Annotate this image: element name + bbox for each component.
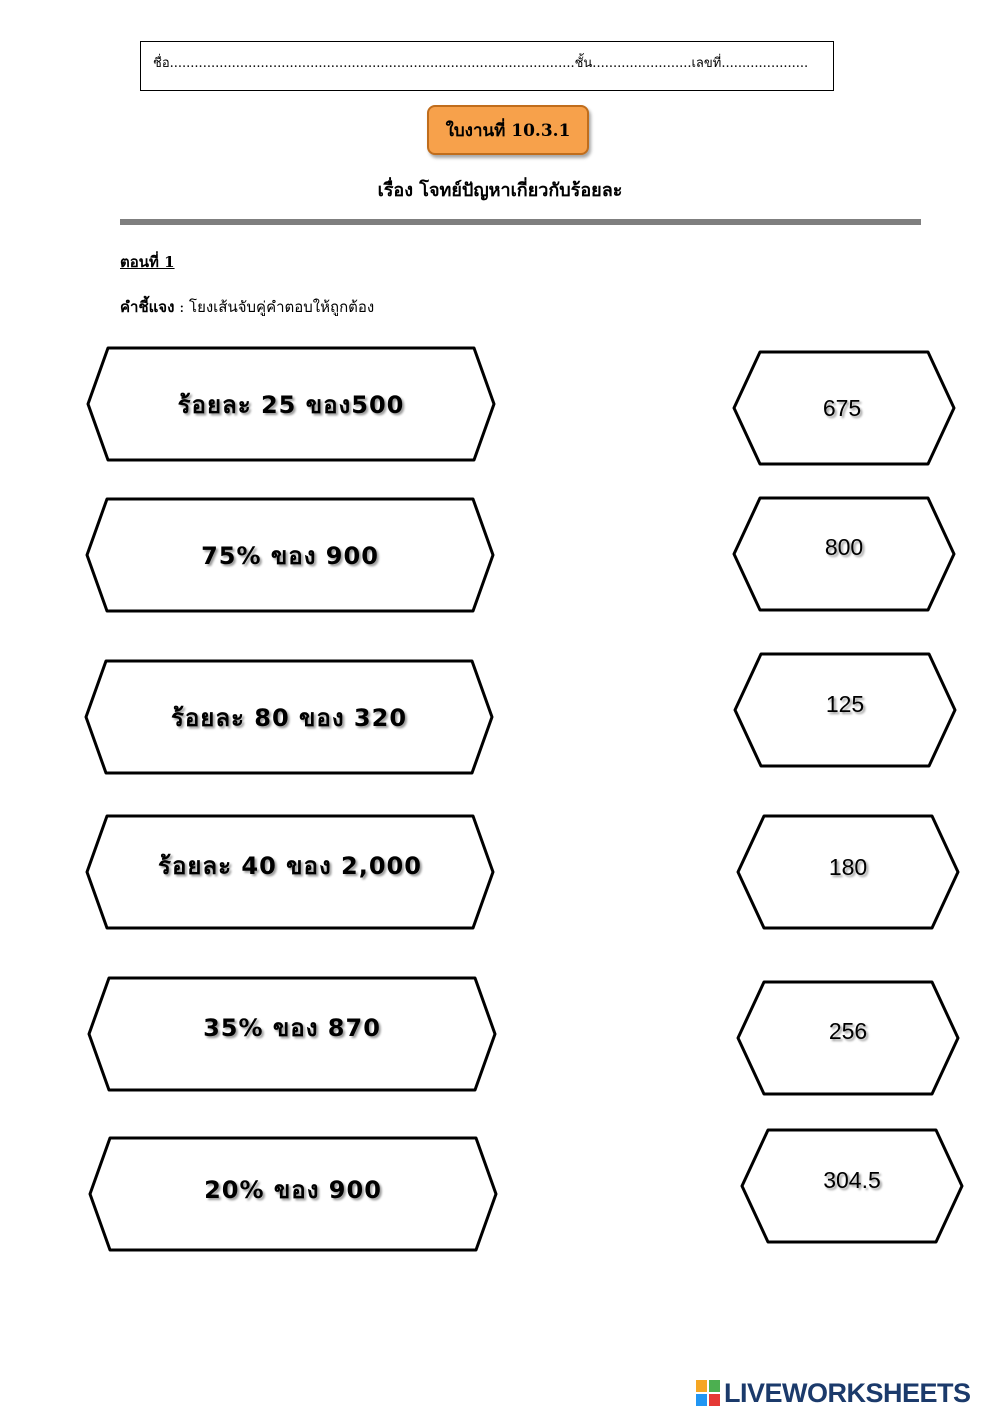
question-hexagon-4[interactable] [85,814,495,930]
worksheet-title-badge: ใบงานที่ 10.3.1 [427,105,589,155]
question-hexagon-5[interactable] [87,976,497,1092]
liveworksheets-logo-icon [696,1380,720,1406]
answer-hexagon-3[interactable] [733,652,957,768]
instruction-text: : โยงเส้นจับคู่คำตอบให้ถูกต้อง [174,298,375,316]
answer-text: 304.5 [823,1166,881,1193]
liveworksheets-logo [696,1378,971,1408]
answer-text: 800 [824,533,864,560]
name-class-number-box [140,41,834,91]
instruction-label: คำชี้แจง [120,298,175,316]
question-text: 20% ของ 900 [204,1175,382,1204]
answer-hexagon-6[interactable] [740,1128,964,1244]
answer-hexagon-5[interactable] [736,980,960,1096]
question-text: 75% ของ 900 [201,541,379,570]
part-label: ตอนที่ 1 [120,253,175,271]
question-hexagon-6[interactable] [88,1136,498,1252]
answer-hexagon-1[interactable] [732,350,956,466]
answer-hexagon-4[interactable] [736,814,960,930]
header-divider [120,219,921,225]
liveworksheets-wordmark: LIVEWORKSHEETS [724,1377,971,1408]
answer-text: 256 [828,1017,868,1044]
name-line: ชื่อ..................................................................................................ชั้น........................เลขที่..................... [153,56,809,71]
answer-text: 675 [822,394,862,421]
instruction [120,295,374,319]
question-hexagon-1[interactable] [86,346,496,462]
answer-hexagon-2[interactable] [732,496,956,612]
worksheet-subject: เรื่อง โจทย์ปัญหาเกี่ยวกับร้อยละ [377,180,623,201]
question-text: 35% ของ 870 [203,1013,381,1042]
question-text: ร้อยละ 80 ของ 320 [170,703,408,732]
question-text: ร้อยละ 40 ของ 2,000 [158,851,422,880]
question-text: ร้อยละ 25 ของ500 [177,390,405,419]
question-hexagon-3[interactable] [84,659,494,775]
answer-text: 180 [828,853,868,880]
answer-text: 125 [825,690,865,717]
question-hexagon-2[interactable] [85,497,495,613]
